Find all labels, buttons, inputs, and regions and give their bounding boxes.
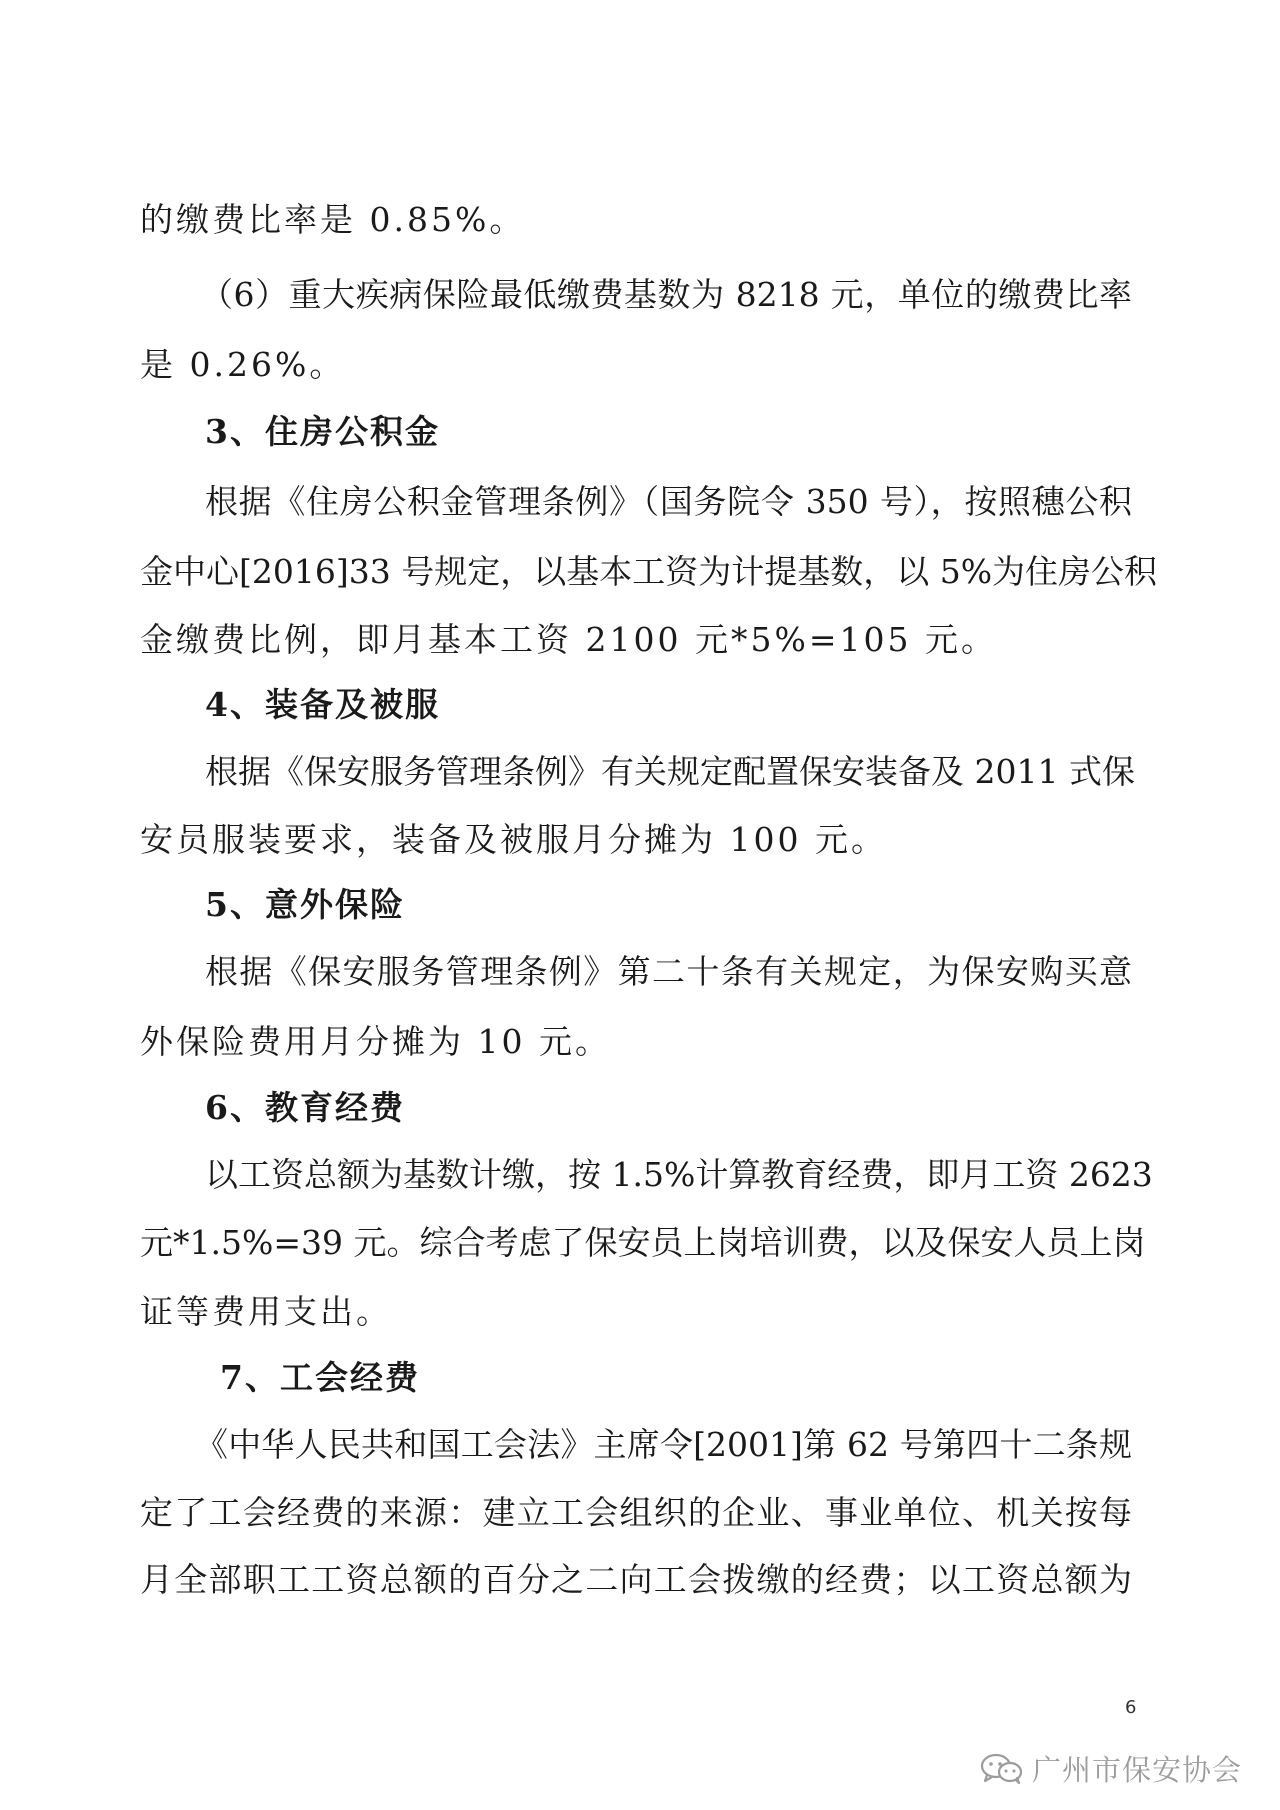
paragraph-line: 安员服装要求，装备及被服月分摊为 100 元。 (140, 820, 887, 859)
paragraph-line: 定了工会经费的来源：建立工会组织的企业、事业单位、机关按每 (140, 1493, 1132, 1532)
section-heading-education-fund: 6、教育经费 (205, 1088, 405, 1127)
paragraph-line: 外保险费用月分摊为 10 元。 (140, 1022, 611, 1061)
watermark-text: 广州市保安协会 (1032, 1753, 1243, 1787)
paragraph-line: 根据《保安服务管理条例》第二十条有关规定，为保安购买意 (205, 952, 1132, 991)
paragraph-line: 以工资总额为基数计缴，按 1.5%计算教育经费，即月工资 2623 (205, 1155, 1153, 1194)
paragraph-line: 根据《住房公积金管理条例》（国务院令 350 号），按照穗公积 (205, 482, 1132, 521)
section-heading-housing-fund: 3、住房公积金 (205, 412, 440, 451)
page-number: 6 (1125, 1697, 1137, 1718)
paragraph-line: 金缴费比例，即月基本工资 2100 元*5%=105 元。 (140, 620, 997, 659)
paragraph-line: 是 0.26%。 (140, 345, 346, 384)
section-heading-accident-insurance: 5、意外保险 (205, 885, 405, 924)
section-heading-union-fund: 7、工会经费 (220, 1358, 420, 1397)
paragraph-line: 证等费用支出。 (140, 1292, 392, 1331)
section-heading-equipment: 4、装备及被服 (205, 685, 440, 724)
paragraph-line: 月全部职工工资总额的百分之二向工会拨缴的经费；以工资总额为 (140, 1560, 1132, 1599)
paragraph-line: 的缴费比率是 0.85%。 (140, 200, 526, 239)
paragraph-line: 根据《保安服务管理条例》有关规定配置保安装备及 2011 式保 (205, 752, 1135, 791)
paragraph-line: （6）重大疾病保险最低缴费基数为 8218 元，单位的缴费比率 (200, 275, 1132, 314)
paragraph-line: 《中华人民共和国工会法》主席令[2001]第 62 号第四十二条规 (195, 1425, 1132, 1464)
wechat-icon (980, 1753, 1024, 1785)
paragraph-line: 金中心[2016]33 号规定，以基本工资为计提基数，以 5%为住房公积 (140, 552, 1158, 591)
watermark (980, 1748, 1242, 1789)
paragraph-line: 元*1.5%=39 元。综合考虑了保安员上岗培训费，以及保安人员上岗 (140, 1223, 1146, 1262)
